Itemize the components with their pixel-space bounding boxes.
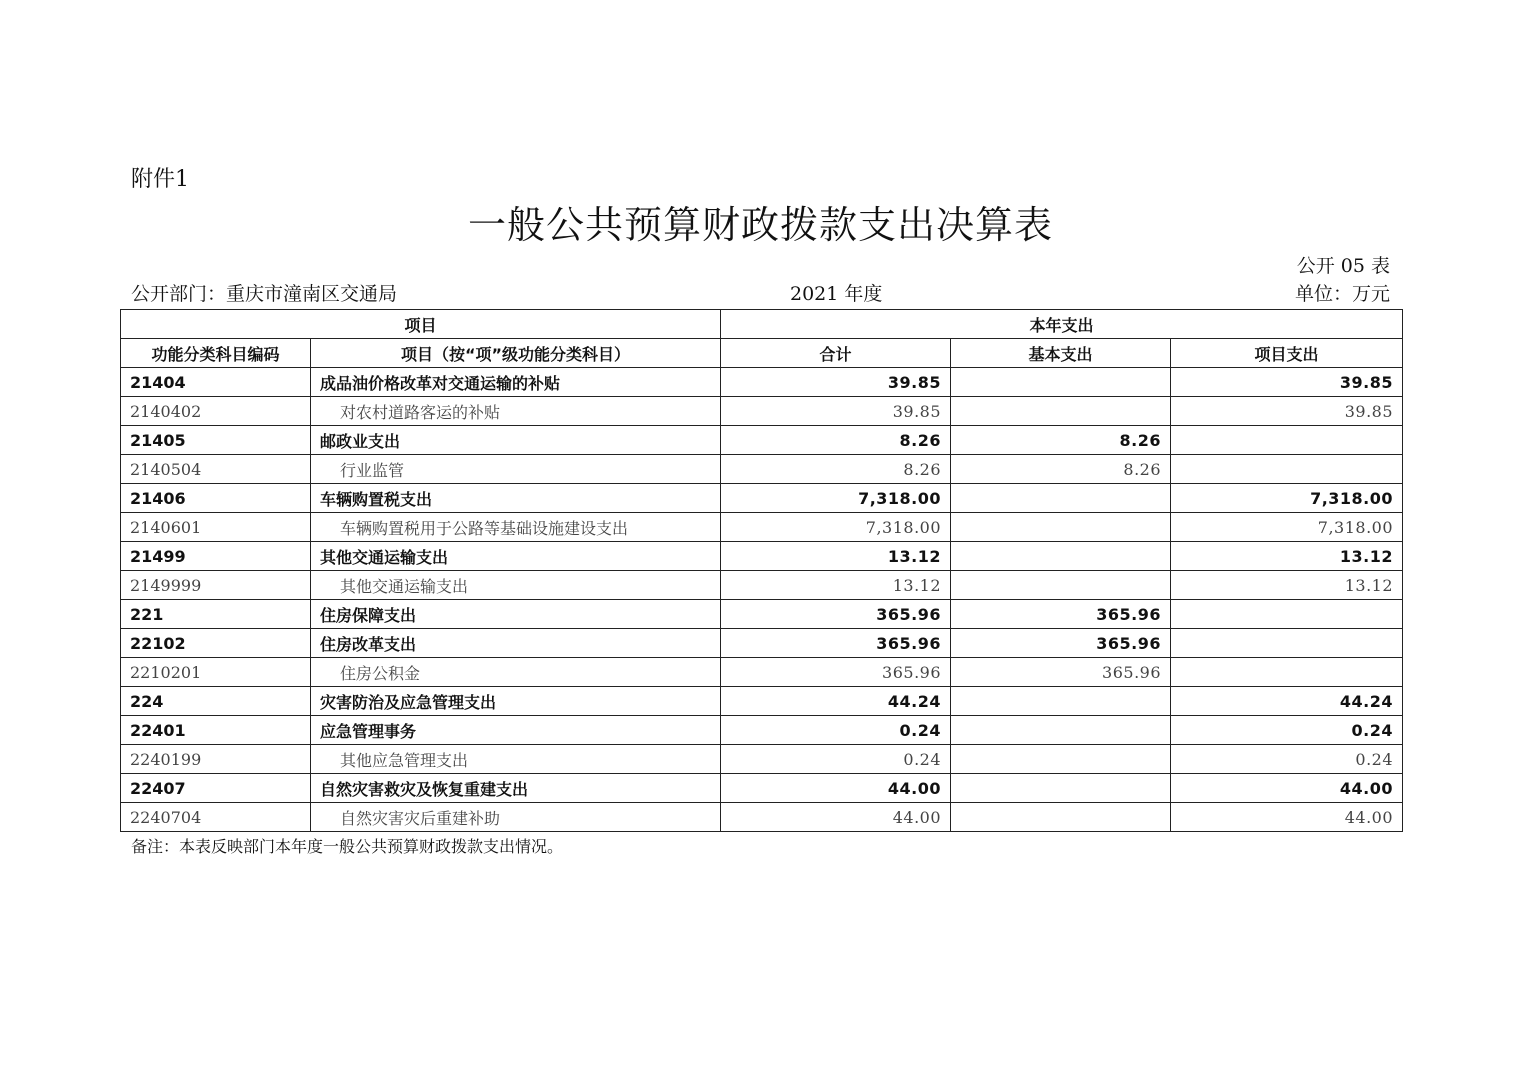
row-total: 0.24 <box>721 745 951 774</box>
row-item-name: 其他交通运输支出 <box>311 571 721 600</box>
row-basic <box>951 571 1171 600</box>
row-item-name: 住房保障支出 <box>311 600 721 629</box>
row-total: 13.12 <box>721 542 951 571</box>
page-title: 一般公共预算财政拨款支出决算表 <box>467 203 1053 247</box>
header-project: 项目 <box>121 310 721 339</box>
row-item-name: 对农村道路客运的补贴 <box>311 397 721 426</box>
row-total: 365.96 <box>721 658 951 687</box>
row-basic: 365.96 <box>951 629 1171 658</box>
row-code: 21404 <box>121 368 311 397</box>
row-code: 2210201 <box>121 658 311 687</box>
row-code: 22102 <box>121 629 311 658</box>
table-row <box>121 687 1403 716</box>
row-basic <box>951 803 1171 832</box>
row-project <box>1171 426 1403 455</box>
row-total: 0.24 <box>721 716 951 745</box>
row-total: 7,318.00 <box>721 484 951 513</box>
row-code: 2240704 <box>121 803 311 832</box>
table-row <box>121 600 1403 629</box>
row-basic: 8.26 <box>951 455 1171 484</box>
row-project: 7,318.00 <box>1171 513 1403 542</box>
table-row <box>121 368 1403 397</box>
table-row <box>121 571 1403 600</box>
table-row <box>121 745 1403 774</box>
row-basic <box>951 745 1171 774</box>
row-item-name: 自然灾害救灾及恢复重建支出 <box>311 774 721 803</box>
row-total: 8.26 <box>721 426 951 455</box>
row-code: 2149999 <box>121 571 311 600</box>
row-project: 39.85 <box>1171 368 1403 397</box>
row-project <box>1171 455 1403 484</box>
department-label: 公开部门：重庆市潼南区交通局 <box>131 283 398 305</box>
row-item-name: 车辆购置税支出 <box>311 484 721 513</box>
table-row <box>121 629 1403 658</box>
table-row <box>121 803 1403 832</box>
unit-label: 单位：万元 <box>1294 283 1390 305</box>
attachment-label: 附件1 <box>131 167 189 192</box>
form-number: 公开 05 表 <box>1296 255 1390 277</box>
header-row-2 <box>121 339 1403 368</box>
row-total: 365.96 <box>721 629 951 658</box>
row-code: 2140601 <box>121 513 311 542</box>
row-total: 44.00 <box>721 774 951 803</box>
row-code: 22407 <box>121 774 311 803</box>
header-basic: 基本支出 <box>951 339 1171 368</box>
row-code: 21406 <box>121 484 311 513</box>
row-basic: 365.96 <box>951 658 1171 687</box>
row-code: 21499 <box>121 542 311 571</box>
header-project-expenditure: 项目支出 <box>1171 339 1403 368</box>
row-total: 44.00 <box>721 803 951 832</box>
row-item-name: 自然灾害灾后重建补助 <box>311 803 721 832</box>
row-basic <box>951 513 1171 542</box>
table-row <box>121 513 1403 542</box>
row-total: 8.26 <box>721 455 951 484</box>
row-total: 39.85 <box>721 397 951 426</box>
row-total: 39.85 <box>721 368 951 397</box>
row-project: 0.24 <box>1171 716 1403 745</box>
row-project: 7,318.00 <box>1171 484 1403 513</box>
table-row <box>121 397 1403 426</box>
table-row <box>121 484 1403 513</box>
table-row <box>121 455 1403 484</box>
fiscal-year: 2021 年度 <box>790 283 883 305</box>
row-code: 22401 <box>121 716 311 745</box>
row-project: 44.24 <box>1171 687 1403 716</box>
row-basic <box>951 774 1171 803</box>
table-row <box>121 716 1403 745</box>
row-project <box>1171 629 1403 658</box>
row-basic <box>951 716 1171 745</box>
row-code: 2140504 <box>121 455 311 484</box>
table-row <box>121 774 1403 803</box>
row-total: 44.24 <box>721 687 951 716</box>
row-project: 39.85 <box>1171 397 1403 426</box>
row-project <box>1171 600 1403 629</box>
row-basic <box>951 397 1171 426</box>
row-total: 365.96 <box>721 600 951 629</box>
row-total: 7,318.00 <box>721 513 951 542</box>
header-code: 功能分类科目编码 <box>121 339 311 368</box>
row-basic: 365.96 <box>951 600 1171 629</box>
row-project <box>1171 658 1403 687</box>
row-basic <box>951 368 1171 397</box>
header-item: 项目（按“项”级功能分类科目） <box>311 339 721 368</box>
row-project: 44.00 <box>1171 774 1403 803</box>
row-basic <box>951 484 1171 513</box>
row-item-name: 灾害防治及应急管理支出 <box>311 687 721 716</box>
row-item-name: 邮政业支出 <box>311 426 721 455</box>
row-code: 2140402 <box>121 397 311 426</box>
row-code: 2240199 <box>121 745 311 774</box>
row-project: 0.24 <box>1171 745 1403 774</box>
row-item-name: 其他交通运输支出 <box>311 542 721 571</box>
row-project: 13.12 <box>1171 542 1403 571</box>
row-item-name: 应急管理事务 <box>311 716 721 745</box>
row-total: 13.12 <box>721 571 951 600</box>
row-project: 13.12 <box>1171 571 1403 600</box>
row-code: 224 <box>121 687 311 716</box>
header-current-year: 本年支出 <box>721 310 1403 339</box>
footnote: 备注：本表反映部门本年度一般公共预算财政拨款支出情况。 <box>131 837 564 856</box>
row-item-name: 住房改革支出 <box>311 629 721 658</box>
row-basic: 8.26 <box>951 426 1171 455</box>
table-row <box>121 542 1403 571</box>
row-item-name: 住房公积金 <box>311 658 721 687</box>
table-row <box>121 426 1403 455</box>
row-code: 221 <box>121 600 311 629</box>
row-item-name: 车辆购置税用于公路等基础设施建设支出 <box>311 513 721 542</box>
row-basic <box>951 687 1171 716</box>
row-item-name: 其他应急管理支出 <box>311 745 721 774</box>
row-item-name: 行业监管 <box>311 455 721 484</box>
row-item-name: 成品油价格改革对交通运输的补贴 <box>311 368 721 397</box>
row-code: 21405 <box>121 426 311 455</box>
header-total: 合计 <box>721 339 951 368</box>
row-basic <box>951 542 1171 571</box>
header-row-1 <box>121 310 1403 339</box>
table-row <box>121 658 1403 687</box>
row-project: 44.00 <box>1171 803 1403 832</box>
table-body <box>121 368 1403 832</box>
expenditure-table <box>120 309 1403 832</box>
